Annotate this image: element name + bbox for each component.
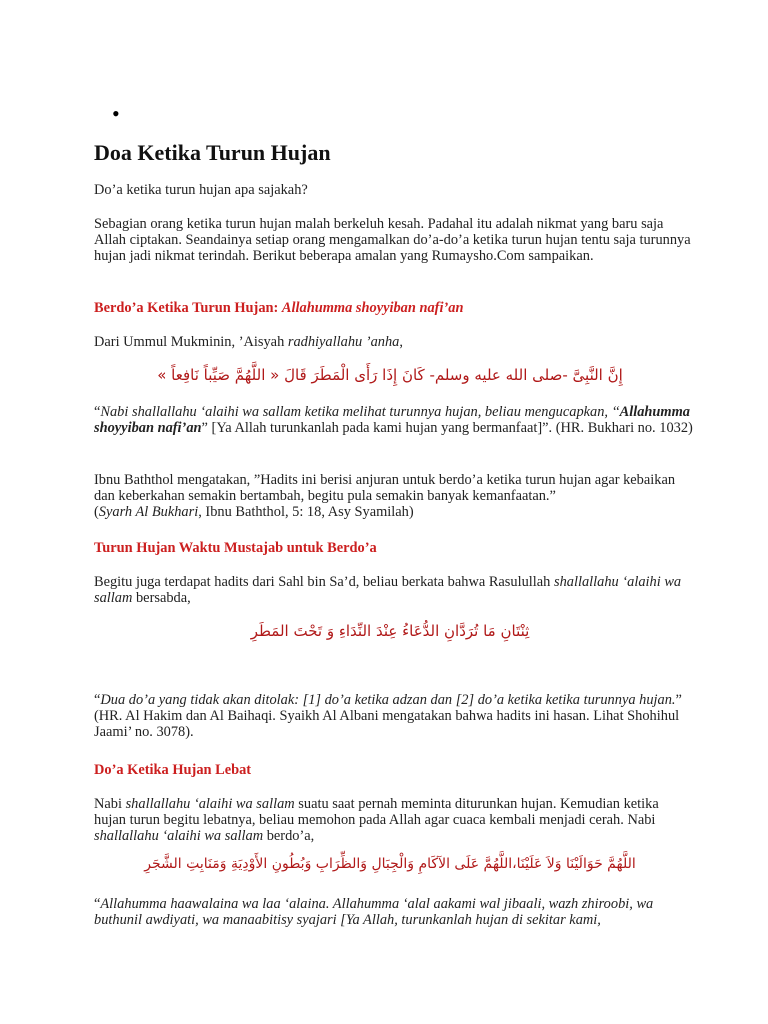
quote-open: “ bbox=[94, 404, 101, 420]
section2-quote bbox=[94, 692, 694, 741]
section2-intro-prefix: Begitu juga terdapat hadits dari Sahl bin Sa’d, beliau berkata bahwa Rasulullah bbox=[94, 574, 554, 590]
section3-last-italic: Allahumma haawalaina wa laa ‘alaina. Allahumma ‘alal aakami wal jibaali, wazh zhiroobi, wa buthunil awdiyati, wa manaabitisy syajari [Ya Allah, turunkanlah hujan di sekitar kami, bbox=[94, 896, 654, 929]
section1-heading bbox=[94, 300, 694, 316]
quote-rest: ” [Ya Allah turunkanlah pada kami hujan yang bermanfaat]”. (HR. Bukhari no. 1032) bbox=[201, 420, 693, 437]
section1-heading-prefix: Berdo’a Ketika Turun Hujan: bbox=[94, 300, 282, 316]
section2-heading: Turun Hujan Waktu Mustajab untuk Berdo’a bbox=[94, 540, 377, 556]
section1-quote bbox=[94, 404, 694, 436]
section3-arabic: اللَّهُمَّ حَوَالَيْنَا وَلاَ عَلَيْنَا،اللَّهُمَّ عَلَى الآكَامِ وَالْجِبَالِ وَالظِّرَابِ وَبُطُونِ الأَوْدِيَةِ وَمَنَابِتِ الشَّجَرِ bbox=[144, 856, 636, 872]
section2-quote-open: “ bbox=[94, 692, 101, 708]
section3-last bbox=[94, 896, 694, 928]
section3-p4: shallallahu ‘alaihi wa sallam bbox=[94, 828, 264, 845]
section2-quote-italic: Dua do’a yang tidak akan ditolak: [1] do’a ketika adzan dan [2] do’a ketika ketika turunnya hujan. bbox=[100, 692, 676, 708]
section3-p5: berdo’a, bbox=[263, 828, 315, 845]
section2-intro-suffix: bersabda, bbox=[132, 590, 191, 607]
section2-intro bbox=[94, 574, 694, 606]
baththol-ref-open: ( bbox=[94, 504, 99, 521]
quote-bold-italic: Allahumma shoyyiban nafi’an bbox=[94, 404, 690, 437]
section3-last-open: “ bbox=[94, 896, 101, 912]
section1-narrator bbox=[94, 334, 694, 350]
baththol-text: Ibnu Baththol mengatakan, ”Hadits ini berisi anjuran untuk berdo’a ketika turun hujan agar kebaikan dan keberkahan semakin bertambah, begitu pula semakin banyak kemanfaatan.” bbox=[94, 472, 676, 505]
section3-p2: shallallahu ‘alaihi wa sallam bbox=[125, 796, 295, 812]
page-title: Doa Ketika Turun Hujan bbox=[94, 140, 331, 165]
baththol-ref-rest: , Ibnu Baththol, 5: 18, Asy Syamilah) bbox=[198, 504, 414, 521]
section3-p1: Nabi bbox=[94, 796, 126, 812]
section2-intro-italic: shallallahu ‘alaihi wa sallam bbox=[94, 574, 682, 607]
quote-italic: Nabi shallallahu ‘alaihi wa sallam ketika melihat turunnya hujan, beliau mengucapkan, ‘‘ bbox=[100, 404, 620, 420]
section3-p3: suatu saat pernah meminta diturunkan hujan. Kemudian ketika hujan turun begitu lebatnya, beliau memohon pada Allah agar cuaca kembali menjadi cerah. Nabi bbox=[94, 796, 659, 829]
section3-paragraph bbox=[94, 796, 694, 845]
section1-arabic: إِنَّ النَّبِىَّ -صلى الله عليه وسلم- كَانَ إِذَا رَأَى الْمَطَرَ قَالَ « اللَّهُمَّ صَيِّباً نَافِعاً » bbox=[157, 366, 623, 384]
section3-heading: Do’a Ketika Hujan Lebat bbox=[94, 762, 252, 778]
list-bullet: • bbox=[112, 101, 120, 126]
section1-heading-italic: Allahumma shoyyiban nafi’an bbox=[281, 300, 464, 316]
section1-baththol bbox=[94, 472, 694, 521]
narrator-prefix: Dari Ummul Mukminin, ’Aisyah bbox=[94, 334, 288, 350]
narrator-italic: radhiyallahu ’anha bbox=[287, 334, 400, 350]
baththol-ref-italic: Syarh Al Bukhari bbox=[98, 504, 199, 521]
section2-quote-rest: ” (HR. Al Hakim dan Al Baihaqi. Syaikh Al Albani mengatakan bahwa hadits ini hasan. Lihat Shohihul Jaami’ no. 3078). bbox=[94, 692, 682, 741]
intro-paragraph: Sebagian orang ketika turun hujan malah berkeluh kesah. Padahal itu adalah nikmat yang baru saja Allah ciptakan. Seandainya setiap orang mengamalkan do’a-do’a ketika turun hujan tentu saja turunnya hujan jadi nikmat terindah. Berikut beberapa amalan yang Rumaysho.Com sampaikan. bbox=[94, 216, 691, 265]
intro-question: Do’a ketika turun hujan apa sajakah? bbox=[94, 182, 308, 198]
narrator-suffix: , bbox=[399, 334, 403, 350]
section2-arabic: ثِنْتَانِ مَا تُرَدَّانِ الدُّعَاءُ عِنْدَ النِّدَاءِ وَ تَحْتَ المَطَرِ bbox=[250, 622, 530, 640]
